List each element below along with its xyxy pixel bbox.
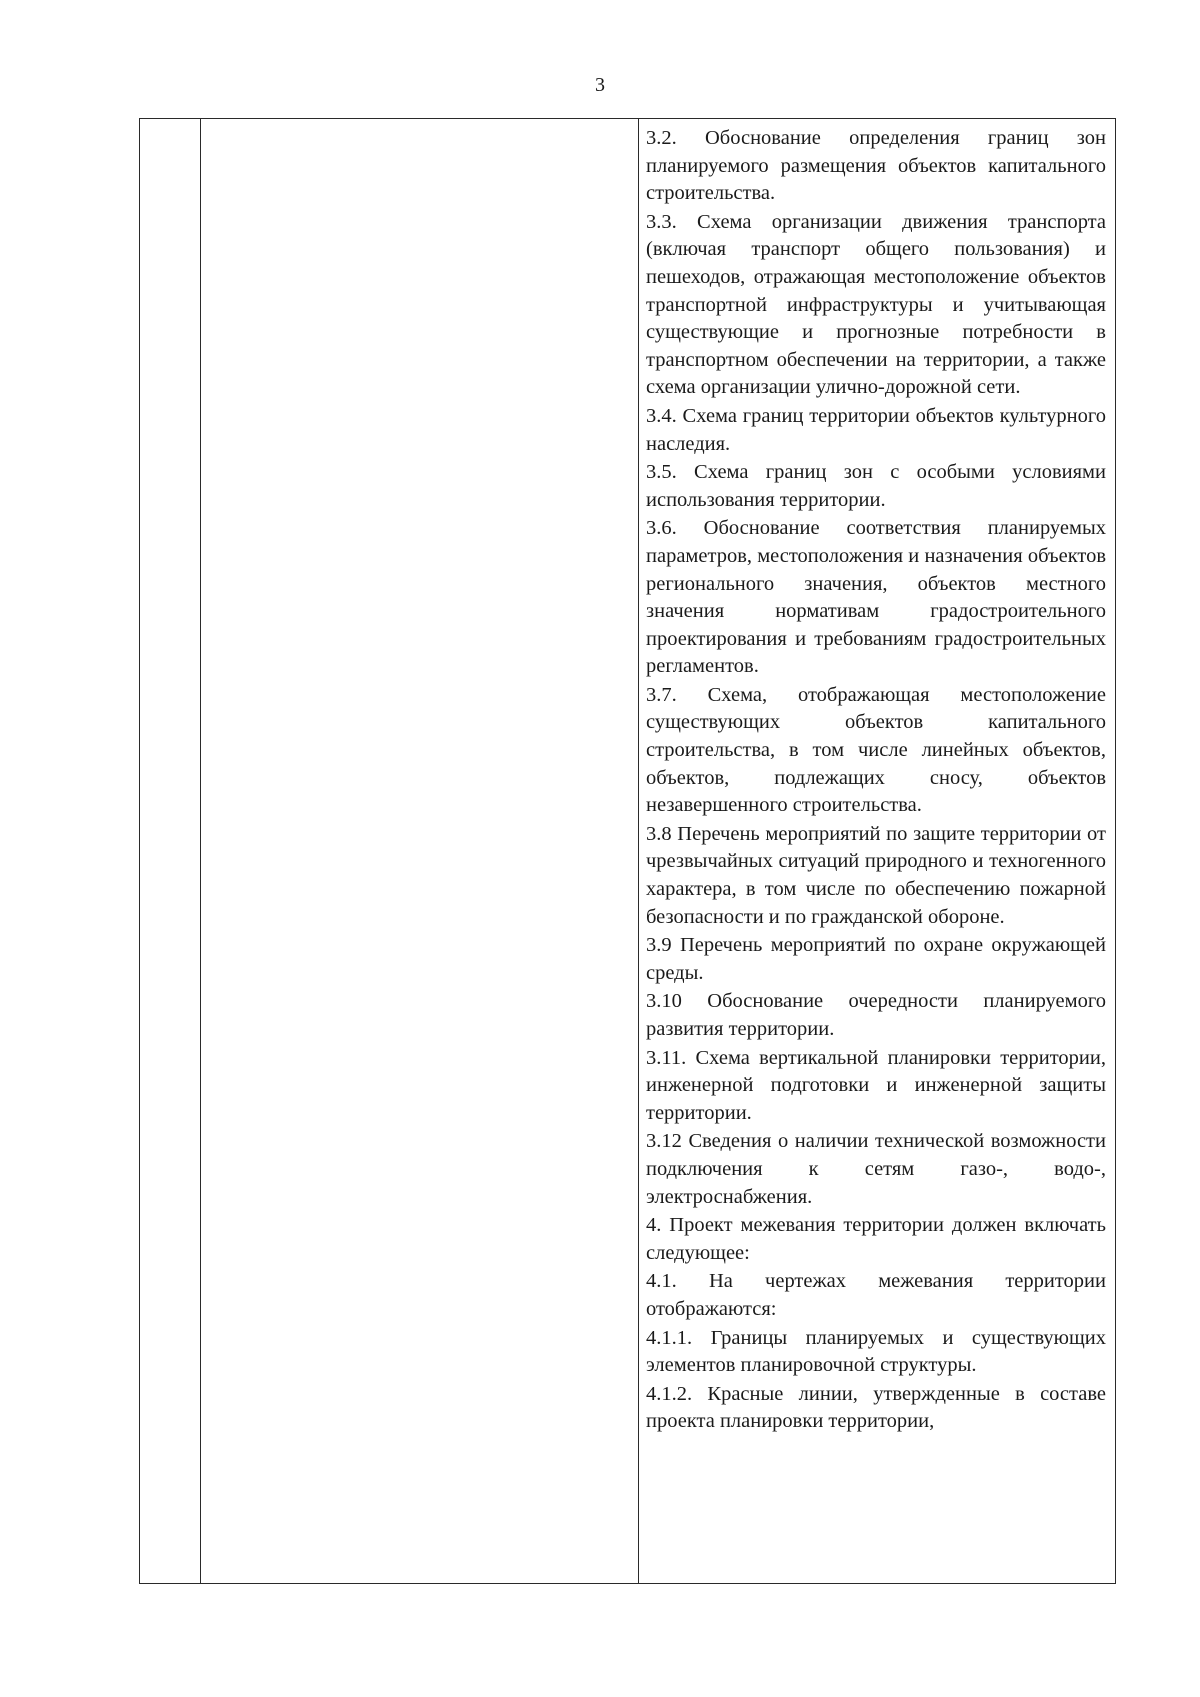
list-item: 3.10 Обоснование очередности планируемого развития территории. xyxy=(646,990,1106,1040)
list-item: 4.1.1. Границы планируемых и существующих элементов планировочной структуры. xyxy=(646,1326,1106,1377)
list-item: 3.12 Сведения о наличии технической возможности подключения к сетям газо-, водо-, электроснабжения. xyxy=(646,1130,1106,1208)
page-number: 3 xyxy=(595,74,605,96)
requirements-table xyxy=(139,118,1116,1584)
table-cell-content xyxy=(646,125,1106,1583)
list-item: 3.5. Схема границ зон с особыми условиями использования территории. xyxy=(646,461,1106,511)
table-cell-number xyxy=(140,119,200,1583)
list-item: 3.7. Схема, отображающая местоположение существующих объектов капитального строительства, в том числе линейных объектов, объектов, подлежащих сносу, объектов незавершенного строительства. xyxy=(646,683,1106,817)
list-item: 3.2. Обоснование определения границ зон планируемого размещения объектов капитального строительства. xyxy=(646,127,1106,205)
list-item: 3.4. Схема границ территории объектов культурного наследия. xyxy=(646,404,1106,455)
list-item: 3.9 Перечень мероприятий по охране окружающей среды. xyxy=(646,934,1106,984)
column-divider-2 xyxy=(638,119,639,1583)
list-item: 4.1.2. Красные линии, утвержденные в составе проекта планировки территории, xyxy=(646,1382,1106,1433)
list-item: 3.8 Перечень мероприятий по защите территории от чрезвычайных ситуаций природного и техногенного характера, в том числе по обеспечению пожарной безопасности и по гражданской обороне. xyxy=(646,822,1106,928)
list-item: 3.6. Обоснование соответствия планируемых параметров, местоположения и назначения объектов регионального значения, объектов местного значения нормативам градостроительного проектирования и требованиям градостроительных регламентов. xyxy=(646,517,1106,678)
table-cell-heading xyxy=(201,119,638,1583)
list-item: 4. Проект межевания территории должен включать следующее: xyxy=(646,1214,1106,1264)
list-item: 3.11. Схема вертикальной планировки территории, инженерной подготовки и инженерной защиты территории. xyxy=(646,1046,1106,1124)
list-item: 3.3. Схема организации движения транспорта (включая транспорт общего пользования) и пешеходов, отражающая местоположение объектов транспортной инфраструктуры и учитывающая существующие и прогнозные потребности в транспортном обеспечении на территории, а также схема организации улично-дорожной сети. xyxy=(646,210,1106,399)
list-item: 4.1. На чертежах межевания территории отображаются: xyxy=(646,1270,1106,1320)
